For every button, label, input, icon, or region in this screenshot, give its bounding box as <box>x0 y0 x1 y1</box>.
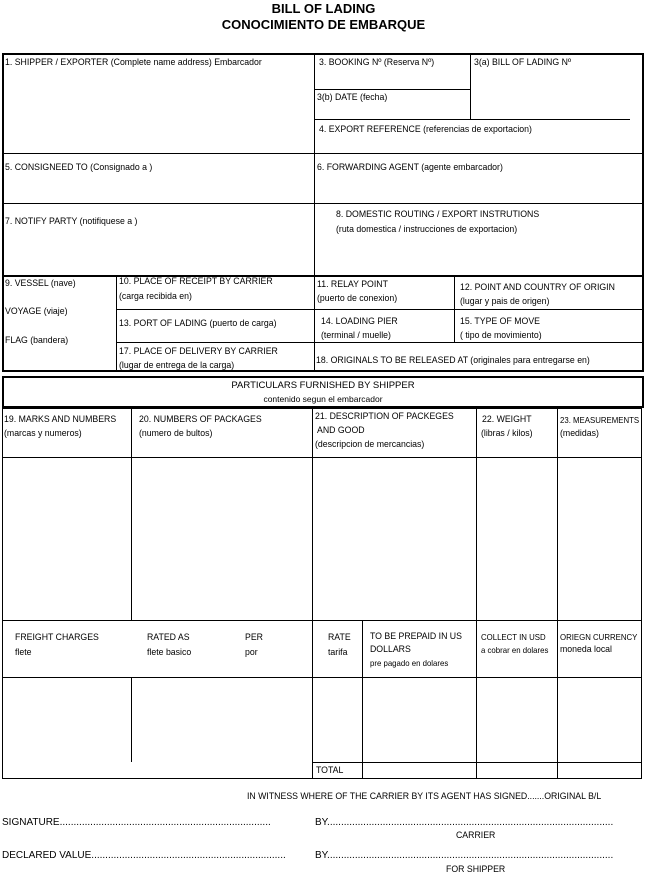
weight-header-es: (libras / kilos) <box>481 428 533 439</box>
divider <box>2 203 644 204</box>
rated-as-header: RATED AS <box>147 632 190 643</box>
for-shipper-label: FOR SHIPPER <box>446 864 506 875</box>
voyage-label: VOYAGE (viaje) <box>5 306 68 317</box>
vessel-label: 9. VESSEL (nave) <box>5 278 76 289</box>
freight-charges-header-es: flete <box>15 647 32 658</box>
delivery-label: 17. PLACE OF DELIVERY BY CARRIER <box>119 346 278 357</box>
type-of-move-label: 15. TYPE OF MOVE <box>460 316 540 327</box>
bill-number-field[interactable] <box>474 75 634 111</box>
divider <box>557 408 558 779</box>
particulars-title: PARTICULARS FURNISHED BY SHIPPER <box>231 380 415 391</box>
port-of-lading-label: 13. PORT OF LADING (puerto de carga) <box>119 318 277 329</box>
flag-label: FLAG (bandera) <box>5 335 69 346</box>
weight-header: 22. WEIGHT <box>482 414 532 425</box>
particulars-subtitle: contenido segun el embarcador <box>263 394 383 404</box>
consignee-label: 5. CONSIGNEED TO (Consignado a ) <box>5 162 153 173</box>
receipt-label: 10. PLACE OF RECEIPT BY CARRIER <box>119 276 273 287</box>
consignee-field[interactable] <box>6 177 306 199</box>
date-label: 3(b) DATE (fecha) <box>317 92 388 103</box>
signature-line[interactable]: SIGNATURE............................................................................ <box>2 817 271 828</box>
export-reference-label: 4. EXPORT REFERENCE (referencias de exportacion) <box>319 124 532 135</box>
goods-table <box>2 408 642 779</box>
loading-pier-label-es: (terminal / muelle) <box>321 330 391 341</box>
description-header: 21. DESCRIPTION OF PACKEGES <box>315 411 454 422</box>
origin-currency-header: ORIEGN CURRENCY <box>560 632 638 642</box>
per-header: PER <box>245 632 263 643</box>
divider <box>454 275 455 342</box>
bill-number-label: 3(a) BILL OF LADING Nº <box>474 57 572 68</box>
date-field[interactable] <box>319 104 464 117</box>
divider <box>314 89 470 90</box>
witness-text: IN WITNESS WHERE OF THE CARRIER BY ITS AGENT HAS SIGNED.......ORIGINAL B/L <box>247 791 602 802</box>
originals-label: 18. ORIGINALS TO BE RELEASED AT (originales para entregarse en) <box>316 355 590 366</box>
collect-header-es: a cobrar en dolares <box>481 645 549 655</box>
divider <box>2 620 642 621</box>
carrier-label: CARRIER <box>456 830 496 841</box>
marks-header: 19. MARKS AND NUMBERS <box>4 414 117 425</box>
divider <box>131 677 132 762</box>
notify-party-field[interactable] <box>6 234 306 270</box>
description-header-es: (descripcion de mercancias) <box>315 439 425 450</box>
freight-charges-header: FREIGHT CHARGES <box>15 632 99 643</box>
divider <box>362 620 363 779</box>
divider <box>2 275 644 277</box>
origin-label: 12. POINT AND COUNTRY OF ORIGIN <box>460 282 615 293</box>
divider <box>314 203 315 275</box>
delivery-label-es: (lugar de entrega de la carga) <box>119 360 235 371</box>
notify-party-label: 7. NOTIFY PARTY (notifiquese a ) <box>5 216 138 227</box>
divider <box>2 457 642 458</box>
total-label: TOTAL <box>316 765 344 776</box>
divider <box>312 408 313 779</box>
type-of-move-label-es: ( tipo de movimiento) <box>460 330 542 341</box>
forwarding-agent-label: 6. FORWARDING AGENT (agente embarcador) <box>317 162 503 173</box>
divider <box>116 275 117 372</box>
forwarding-agent-field[interactable] <box>319 177 634 199</box>
divider <box>2 677 642 678</box>
export-reference-field[interactable] <box>319 137 634 151</box>
collect-header: COLLECT IN USD <box>481 632 546 642</box>
prepaid-header-2: DOLLARS <box>370 644 411 655</box>
document-title: BILL OF LADING <box>271 1 376 16</box>
relay-point-label-es: (puerto de conexion) <box>317 293 398 304</box>
routing-field[interactable] <box>336 240 634 270</box>
divider <box>116 342 644 343</box>
relay-point-label: 11. RELAY POINT <box>317 279 388 290</box>
divider <box>131 408 132 620</box>
measurements-header-es: (medidas) <box>560 428 599 439</box>
description-header-2: AND GOOD <box>317 425 365 436</box>
rated-as-header-es: flete basico <box>147 647 192 658</box>
packages-header-es: (numero de bultos) <box>139 428 213 439</box>
marks-header-es: (marcas y numeros) <box>4 428 82 439</box>
routing-label: 8. DOMESTIC ROUTING / EXPORT INSTRUTIONS <box>336 209 540 220</box>
divider <box>314 275 315 372</box>
divider <box>116 309 644 310</box>
routing-label-es: (ruta domestica / instrucciones de exportacion) <box>336 224 518 235</box>
rate-header: RATE <box>328 632 351 643</box>
prepaid-header: TO BE PREPAID IN US <box>370 631 462 642</box>
booking-field[interactable] <box>319 71 464 87</box>
receipt-label-es: (carga recibida en) <box>119 291 192 302</box>
shipper-label: 1. SHIPPER / EXPORTER (Complete name address) Embarcador <box>5 57 262 68</box>
packages-header: 20. NUMBERS OF PACKAGES <box>139 414 262 425</box>
prepaid-header-es: pre pagado en dolares <box>370 658 449 668</box>
origin-label-es: (lugar y pais de origen) <box>460 296 550 307</box>
carrier-by-line[interactable]: BY....................................................................................................... <box>315 817 614 828</box>
rate-header-es: tarifa <box>328 647 348 658</box>
divider <box>470 53 471 119</box>
shipper-field[interactable] <box>6 75 306 145</box>
divider <box>314 119 630 120</box>
per-header-es: por <box>245 647 258 658</box>
shipper-by-line[interactable]: BY....................................................................................................... <box>315 850 614 861</box>
origin-currency-header-es: moneda local <box>560 644 612 655</box>
divider <box>2 153 644 154</box>
booking-label: 3. BOOKING Nº (Reserva Nº) <box>319 57 435 68</box>
measurements-header: 23. MEASUREMENTS <box>560 415 640 425</box>
loading-pier-label: 14. LOADING PIER <box>321 316 398 327</box>
divider <box>314 53 315 203</box>
document-subtitle: CONOCIMIENTO DE EMBARQUE <box>221 17 426 32</box>
divider <box>476 408 477 779</box>
declared-value-line[interactable]: DECLARED VALUE...................................................................... <box>2 850 286 861</box>
